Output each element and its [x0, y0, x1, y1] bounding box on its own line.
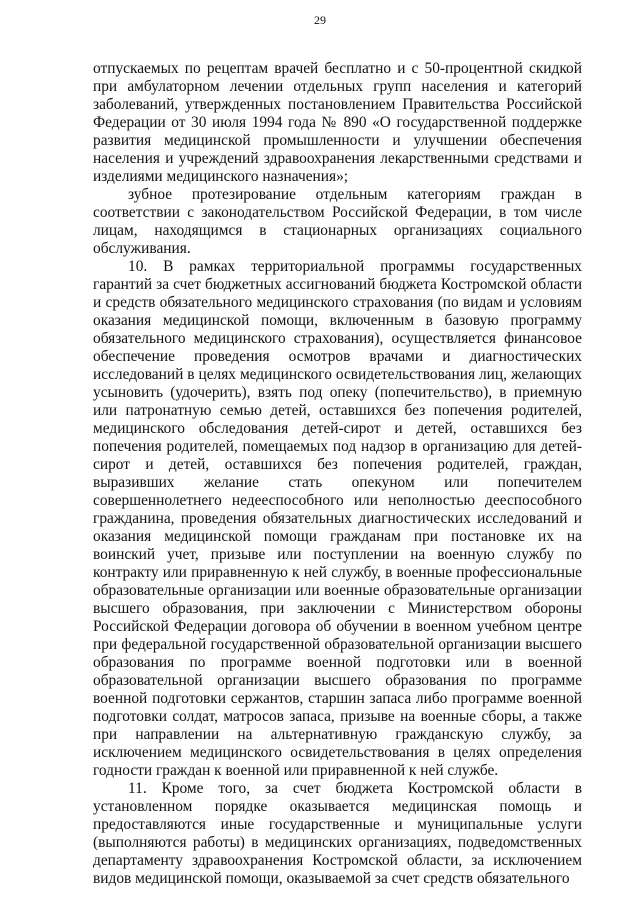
- paragraph-dental-prosthetics: зубное протезирование отдельным категориям граждан в соответствии с законодательством Российской Федерации, в том числе лицам, находящимся в стационарных организациях социального обслуживания.: [93, 186, 582, 257]
- paragraph-continuation: отпускаемых по рецептам врачей бесплатно и с 50-процентной скидкой при амбулаторном лечении отдельных групп населения и категорий заболеваний, утвержденных постановлением Правительства Российской Федерации от 30 июля 1994 года № 890 «О государственной поддержке развития медицинской промышленности и улучшении обеспечения населения и учреждений здравоохранения лекарственными средствами и изделиями медицинского назначения»;: [93, 60, 582, 185]
- paragraph-item-10: 10. В рамках территориальной программы государственных гарантий за счет бюджетных ассигнований бюджета Костромской области и средств обязательного медицинского страхования (по видам и условиям оказания медицинской помощи, включенным в базовую программу обязательного медицинского страхования), осуществляется финансовое обеспечение проведения осмотров врачами и диагностических исследований в целях медицинского освидетельствования лиц, желающих усыновить (удочерить), взять под опеку (попечительство), в приемную или патронатную семью детей, оставшихся без попечения родителей, медицинского обследования детей-сирот и детей, оставшихся без попечения родителей, помещаемых под надзор в организацию для детей-сирот и детей, оставшихся без попечения родителей, граждан, выразивших желание стать опекуном или попечителем совершеннолетнего недееспособного или неполностью дееспособного гражданина, проведения обязательных диагностических исследований и оказания медицинской помощи гражданам при постановке их на воинский учет, призыве или поступлении на военную службу по контракту или приравненную к ней службу, в военные профессиональные образовательные организации или военные образовательные организации высшего образования, при заключении с Министерством обороны Российской Федерации договора об обучении в военном учебном центре при федеральной государственной образовательной организации высшего образования по программе военной подготовки или в военной образовательной организации высшего образования по программе военной подготовки сержантов, старшин запаса либо программе военной подготовки солдат, матросов запаса, призыве на военные сборы, а также при направлении на альтернативную гражданскую службу, за исключением медицинского освидетельствования в целях определения годности граждан к военной или приравненной к ней службе.: [93, 258, 582, 779]
- paragraph-item-11: 11. Кроме того, за счет бюджета Костромской области в установленном порядке оказывается медицинская помощь и предоставляются иные государственные и муниципальные услуги (выполняются работы) в медицинских организациях, подведомственных департаменту здравоохранения Костромской области, за исключением видов медицинской помощи, оказываемой за счет средств обязательного: [93, 780, 582, 887]
- page-number: 29: [314, 13, 326, 27]
- document-body: [93, 60, 582, 888]
